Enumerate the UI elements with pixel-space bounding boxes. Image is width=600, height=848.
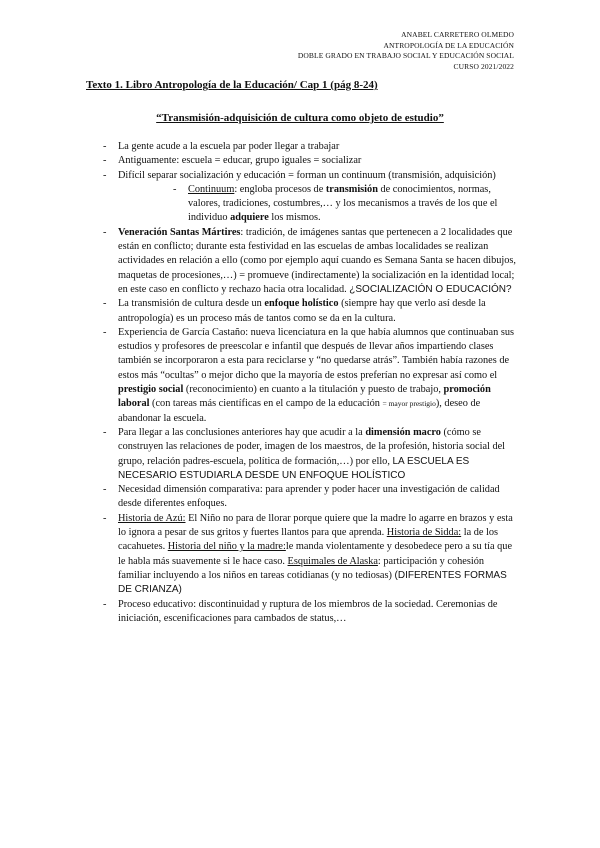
list-item: - Experiencia de García Castaño: nueva licenciatura en la que había alumnos que continuaban sus estudios y profesores de preescolar e infantil que después de llevar años impartiendo clases también se incorporaron a esta para reciclarse y “no quedarse atrás”. También había razones de estos más “ocultas” o mejor dicho que la mayoría de estos preferían no expresar así como el prestigio social (reconocimiento) en cuanto a la titulación y puesto de trabajo, promoción laboral (con tareas más científicas en el campo de la educación = mayor prestigio), deseo de abandonar la escuela. — [86, 326, 516, 426]
sub-list-item: - Continuum: engloba procesos de transmisión de conocimientos, normas, valores, tradiciones, costumbres,… y los mecanismos a través de los que el individuo adquiere los mismos. — [156, 183, 516, 226]
document-header — [298, 30, 514, 72]
list-item: - La transmisión de cultura desde un enfoque holístico (siempre hay que verlo así desde la antropología) es un proceso más de tantos como se da en la cultura. — [86, 297, 516, 326]
list-item: - Veneración Santas Mártires: tradición, de imágenes santas que pertenecen a 2 localidades que están en conflicto; durante esta festividad en las escuelas de ambas localidades se realizan actividades en relación a ello (como por ejemplo aquí cuando es Semana Santa se hacen dibujos, maquetas de procesiones,…) = promueve (indirectamente) la socialización en la identidad local; en este caso en conflicto y rechazo hacia otra localidad. ¿SOCIALIZACIÓN O EDUCACIÓN? — [86, 226, 516, 297]
header-author: ANABEL CARRETERO OLMEDO — [401, 30, 514, 39]
list-item: - Para llegar a las conclusiones anteriores hay que acudir a la dimensión macro (cómo se construyen las relaciones de poder, imagen de los maestros, de la profesión, historia social del grupo, relación padres-escuela, política de formación,…) por ello, LA ESCUELA ES NECESARIO ESTUDIARLA DESDE UN ENFOQUE HOLÍSTICO — [86, 426, 516, 483]
document-subtitle: “Transmisión-adquisición de cultura como objeto de estudio” — [156, 112, 444, 124]
header-course: CURSO 2021/2022 — [453, 61, 514, 71]
list-item: - Antiguamente: escuela = educar, grupo iguales = socializar — [86, 154, 516, 168]
notes-list — [86, 140, 516, 626]
header-subject: ANTROPOLOGÍA DE LA EDUCACIÓN — [383, 40, 514, 50]
document-title: Texto 1. Libro Antropología de la Educación/ Cap 1 (pág 8-24) — [86, 79, 378, 91]
sub-list — [118, 183, 516, 226]
list-item: - Difícil separar socialización y educación = forman un continuum (transmisión, adquisición) - Continuum: engloba procesos de transmisión de conocimientos, normas, valores, tradiciones, costumbres,… y los mecanismos a través de los que el individuo adquiere los mismos. — [86, 169, 516, 226]
list-item: - La gente acude a la escuela par poder llegar a trabajar — [86, 140, 516, 154]
list-item: - Necesidad dimensión comparativa: para aprender y poder hacer una investigación de calidad desde diferentes enfoques. — [86, 483, 516, 512]
list-item: - Proceso educativo: discontinuidad y ruptura de los miembros de la sociedad. Ceremonias de iniciación, escenificaciones para cambados de status,… — [86, 598, 516, 627]
list-item: - Historia de Azú: El Niño no para de llorar porque quiere que la madre lo agarre en brazos y esta lo ignora a pesar de sus gritos y fuertes llantos para que aprenda. Historia de Sidda: la de los cacahuetes. Historia del niño y la madre:le manda violentamente y desobedece pero a su tía que le habla más suavemente si le hace caso. Esquimales de Alaska: participación y cohesión familiar incluyendo a los niños en tareas cotidianas (y no tediosas) (DIFERENTES FORMAS DE CRIANZA) — [86, 512, 516, 598]
header-degree: DOBLE GRADO EN TRABAJO SOCIAL Y EDUCACIÓN SOCIAL — [297, 51, 514, 60]
